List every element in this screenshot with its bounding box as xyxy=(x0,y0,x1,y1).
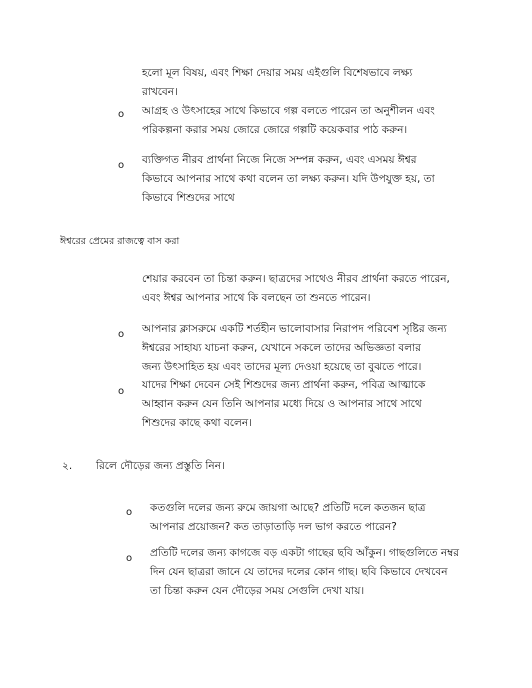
bullet-marker: o xyxy=(126,553,133,564)
text-line: আগ্রহ ও উৎসাহের সাথে কিভাবে গল্প বলতে পারেন তা অনুশীলন এবং xyxy=(142,105,435,117)
text-line: জন্য উৎসাহিত হয় এবং তাদের মূল্য দেওয়া হয়েছে তা বুঝতে পারে। xyxy=(142,361,422,373)
text-line: কতগুলি দলের জন্য রুমে জায়গা আছে? প্রতিটি দলে কতজন ছাত্র xyxy=(150,502,426,514)
bullet-item xyxy=(142,320,447,377)
bullet-marker: o xyxy=(118,386,125,397)
bullet-marker: o xyxy=(118,329,125,340)
bullet-marker: o xyxy=(118,160,125,171)
numbered-item-text: রিলে দৌড়ের জন্য প্রস্তুতি নিন। xyxy=(96,460,225,472)
bullet-item xyxy=(142,376,425,433)
text-line: আপনার প্রয়োজন? কত তাড়াতাড়ি দল ভাগ করতে পারেন? xyxy=(150,521,397,533)
text-line: রাখবেন। xyxy=(142,86,178,98)
text-line: আপনার ক্লাসরুমে একটি শর্তহীন ভালোবাসার নিরাপদ পরিবেশ সৃষ্টির জন্য xyxy=(142,323,447,335)
text-line: তা চিন্তা করুন যেন দৌড়ের সময় সেগুলি দেখা যায়। xyxy=(150,585,365,597)
text-line: যাদের শিক্ষা দেবেন সেই শিশুদের জন্য প্রার্থনা করুন, পবিত্র আত্মাকে xyxy=(142,379,426,391)
text-line: ব্যক্তিগত নীরব প্রার্থনা নিজে নিজে সম্পন্ন করুন, এবং এসময় ঈশ্বর xyxy=(142,154,417,166)
item-number: ২. xyxy=(62,460,73,472)
intro-paragraph-1 xyxy=(142,64,412,102)
bullet-item xyxy=(142,102,435,140)
text-line: আহ্বান করুন যেন তিনি আপনার মধ্যে দিয়ে ও আপনার সাথে সাথে xyxy=(142,398,422,410)
bullet-item xyxy=(142,151,435,208)
text-line: দিন যেন ছাত্ররা জানে যে তাদের দলের কোন গাছ। ছবি কিভাবে দেখবেন xyxy=(150,566,448,578)
text-line: শিশুদের কাছে কথা বলেন। xyxy=(142,417,252,429)
text-line: কিভাবে শিশুদের সাথে xyxy=(142,192,235,204)
bullet-marker: o xyxy=(118,109,125,120)
text-line: প্রতিটি দলের জন্য কাগজে বড় একটা গাছের ছবি আঁকুন। গাছগুলিতে নম্বর xyxy=(150,547,460,559)
bullet-item xyxy=(150,544,459,601)
text-line: পরিকল্পনা করার সময় জোরে জোরে গল্পটি কয়েকবার পাঠ করুন। xyxy=(142,124,408,136)
text-line: হলো মূল বিষয়, এবং শিক্ষা দেয়ার সময় এইগুলি বিশেষভাবে লক্ষ্য xyxy=(142,67,413,79)
text-line: এবং ঈশ্বর আপনার সাথে কি বলছেন তা শুনতে পারেন। xyxy=(142,292,371,304)
text-line: ঈশ্বরের সাহায্য যাচনা করুন, যেখানে সকলে তাদের অভিজ্ঞতা বলার xyxy=(142,342,421,354)
bullet-item xyxy=(150,499,426,537)
text-line: কিভাবে আপনার সাথে কথা বলেন তা লক্ষ্য করুন। যদি উপযুক্ত হয়, তা xyxy=(142,173,435,185)
intro-paragraph-2 xyxy=(142,270,450,308)
section-heading: ঈশ্বরের প্রেমের রাজত্বে বাস করা xyxy=(60,236,180,247)
bullet-marker: o xyxy=(126,507,133,518)
text-line: শেয়ার করবেন তা চিন্তা করুন। ছাত্রদের সাথেও নীরব প্রার্থনা করতে পারেন, xyxy=(142,273,450,285)
